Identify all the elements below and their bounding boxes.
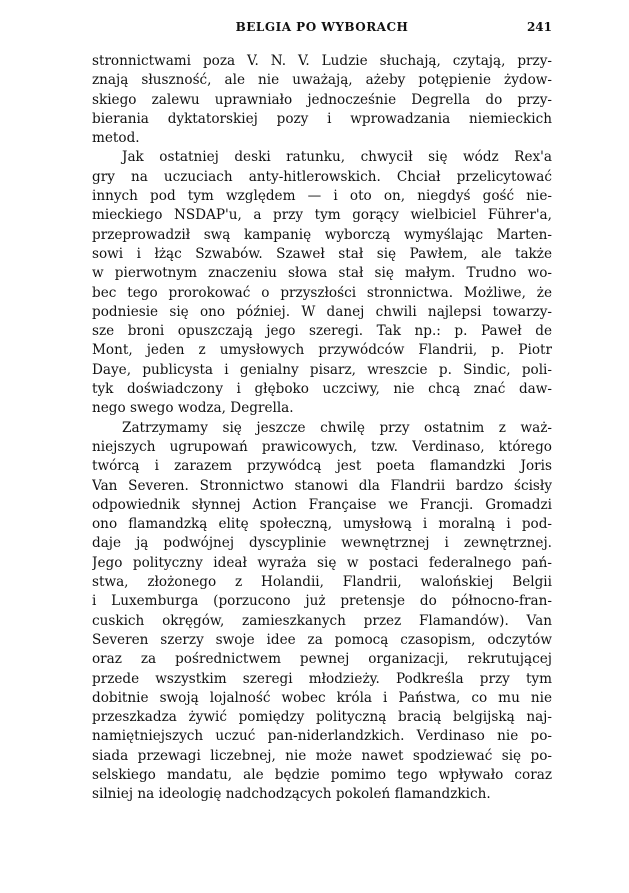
text-line: daje ją podwójnej dyscyplinie wewnętrznej i zewnętrznej. — [92, 535, 552, 552]
paragraph — [92, 52, 552, 148]
text-line: Jego polityczny ideał wyraża się w postaci federalnego pań- — [92, 554, 552, 571]
text-line: tyk doświadczony i głęboko uczciwy, nie chcą znać daw- — [92, 381, 552, 398]
paragraph — [92, 419, 552, 805]
text-line: stronnictwami poza V. N. V. Ludzie słuchają, czytają, przy- — [92, 53, 552, 69]
text-line: cuskich okręgów, zamieszkanych przez Flamandów). Van — [92, 612, 552, 629]
running-title: BELGIA PO WYBORACH — [235, 20, 409, 34]
text-line: Van Severen. Stronnictwo stanowi dla Flandrii bardzo ścisły — [92, 477, 552, 494]
text-line: sowi i łżąc Szwabów. Szaweł stał się Pawłem, ale także — [92, 245, 552, 262]
text-line: gry na uczuciach anty-hitlerowskich. Chciał przelicytować — [92, 168, 552, 185]
text-line: mieckiego NSDAP'u, a przy tym gorący wielbiciel Führer'a, — [92, 207, 552, 224]
text-line: odpowiednik słynnej Action Française we Francji. Gromadzi — [92, 496, 552, 513]
text-line: dobitnie swoją lojalność wobec króla i Państwa, co mu nie — [92, 689, 552, 706]
text-line: metod. — [92, 130, 140, 147]
page-number: 241 — [526, 20, 552, 34]
text-line: twórcą i zarazem przywódcą jest poeta flamandzki Joris — [92, 458, 552, 475]
page-header — [92, 18, 552, 38]
text-line: Daye, publicysta i genialny pisarz, wreszcie p. Sindic, poli- — [92, 361, 552, 378]
text-line: Mont, jeden z umysłowych przywódców Flandrii, p. Piotr — [92, 342, 552, 359]
body-text — [92, 52, 552, 805]
text-line: bierania dyktatorskiej pozy i wprowadzania niemieckich — [92, 110, 552, 127]
text-line: w pierwotnym znaczeniu słowa stał się małym. Trudno wo- — [92, 265, 552, 282]
text-line: podniesie się ono później. W danej chwili najlepsi towarzy- — [92, 303, 552, 320]
text-line: innych pod tym względem — i oto on, niegdyś gość nie- — [92, 188, 552, 205]
text-line: przeszkadza żywić pomiędzy polityczną bracią belgijską naj- — [92, 709, 552, 726]
text-line: przeprowadził swą kampanię wyborczą wymyślając Marten- — [92, 226, 552, 243]
text-line: sze broni opuszczają jego szeregi. Tak np.: p. Paweł de — [92, 323, 552, 340]
text-line: selskiego mandatu, ale będzie pomimo tego wpływało coraz — [92, 766, 552, 783]
text-line: ono flamandzką elitę społeczną, umysłową i moralną i pod- — [92, 516, 552, 533]
text-line: znają słuszność, ale nie uważają, ażeby potępienie żydow- — [92, 72, 552, 89]
text-line: oraz za pośrednictwem pewnej organizacji, rekrutującej — [92, 651, 552, 668]
text-line: siada przewagi liczebnej, nie może nawet spodziewać się po- — [92, 747, 552, 764]
text-line: niejszych ugrupowań prawicowych, tzw. Verdinaso, którego — [92, 438, 552, 455]
text-line: nego swego wodza, Degrella. — [92, 400, 294, 417]
text-line: stwa, złożonego z Holandii, Flandrii, walońskiej Belgii — [92, 574, 552, 591]
text-line: Severen szerzy swoje idee za pomocą czasopism, odczytów — [92, 631, 552, 648]
text-line: bec tego prorokować o przyszłości stronnictwa. Możliwe, że — [92, 284, 552, 301]
text-line: namiętniejszych uczuć pan-niderlandzkich. Verdinaso nie po- — [92, 728, 552, 745]
text-line: i Luxemburga (porzucono już pretensje do północno-fran- — [92, 593, 552, 610]
paragraph — [92, 148, 552, 418]
text-line: silniej na ideologię nadchodzących pokoleń flamandzkich. — [92, 786, 491, 803]
text-line: skiego zalewu uprawniało jednocześnie Degrella do przy- — [92, 91, 552, 108]
text-line: przede wszystkim szeregi młodzieży. Podkreśla przy tym — [92, 670, 552, 687]
text-line: Zatrzymamy się jeszcze chwilę przy ostatnim z waż- — [122, 419, 552, 436]
text-line: Jak ostatniej deski ratunku, chwycił się wódz Rex'a — [122, 149, 552, 166]
